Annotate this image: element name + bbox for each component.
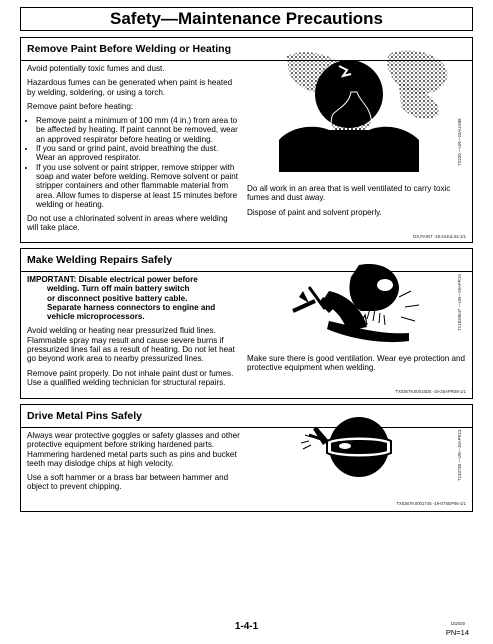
important-line: welding. Turn off main battery switch [47,284,190,294]
section-welding-repairs [20,248,473,399]
important-line: vehicle microprocessors. [47,312,145,322]
left-column [27,275,241,392]
paragraph: Make sure there is good ventilation. Wear eye protection and protective equipment when welding. [247,354,466,373]
figure-label: T133738 —UN—15APR13 [457,429,462,481]
left-column [27,431,241,497]
paragraph: Dispose of paint and solvent properly. [247,207,382,217]
right-column [247,354,467,378]
important-notice [27,275,241,321]
section-drive-metal-pins [20,404,473,512]
reference-code: TX03679,0001745 -19-07SEP06-1/1 [396,501,466,506]
important-text: Disable electrical power before [78,275,198,284]
bullet-list [27,116,239,209]
important-line: or disconnect positive battery cable. [47,293,188,303]
right-column [247,184,467,222]
footer-code: 102020 [450,621,465,626]
section-title: Remove Paint Before Welding or Heating [27,43,232,55]
paragraph: Always wear protective goggles or safety glasses and other protective equipment before striking hardened parts. Hammering hardened metal parts such as pins and bucket teeth may dislodge chips at high velocity. [27,431,240,468]
paragraph: Remove paint before heating: [27,101,134,111]
list-item: • Remove paint a minimum of 100 mm (4 in.) from area to be affected by heating. If paint cannot be removed, wear an approved respirator before heating or welding. [36,116,239,144]
paragraph: Do all work in an area that is well ventilated to carry toxic fumes and dust away. [247,184,451,203]
safety-goggles-illustration [299,413,409,479]
paragraph: Use a soft hammer or a brass bar between hammer and object to prevent chipping. [27,473,229,492]
paragraph: Avoid welding or heating near pressurized fluid lines. Flammable spray may result and cause severe burns if pressurized lines fail as a result of heating. Do not let heat go beyond work area to nearby pressurized lines. [27,326,235,364]
toxic-fumes-illustration [279,44,454,172]
section-title: Drive Metal Pins Safely [27,410,142,422]
important-line [27,275,241,284]
left-column [27,64,239,238]
section-remove-paint [20,37,473,243]
figure-label: TX1033547 —UN—25APR13 [457,274,462,331]
part-number: PN=14 [445,628,469,637]
paragraph: Hazardous fumes can be generated when paint is heated by welding, soldering, or using a torch. [27,78,233,97]
list-item: • If you use solvent or paint stripper, remove stripper with soap and water before welding. Remove solvent or paint stripper containers and other flammable material from area. Allow fumes to disperse at least 15 minutes before welding or heating. [36,163,239,209]
important-label: IMPORTANT: [27,275,77,284]
welding-illustration [289,261,449,347]
figure-label: TS220 —UN—23AUG88 [457,118,462,166]
list-item: • If you sand or grind paint, avoid breathing the dust. Wear an approved respirator. [36,144,239,163]
paragraph: Do not use a chlorinated solvent in areas where welding will take place. [27,214,228,233]
important-line: Separate harness connectors to engine and [47,302,216,312]
reference-code: DX,PAINT -19-24JUL02-1/1 [413,234,466,239]
paragraph: Remove paint properly. Do not inhale paint dust or fumes. Use a qualified welding technician for structural repairs. [27,368,234,387]
section-title: Make Welding Repairs Safely [27,254,173,266]
page-number: 1-4-1 [234,621,259,632]
page-title: Safety—Maintenance Precautions [20,7,473,31]
paragraph: Avoid potentially toxic fumes and dust. [27,64,165,73]
reference-code: TX03679,00016D5 -19-25APR08-1/1 [395,389,466,394]
